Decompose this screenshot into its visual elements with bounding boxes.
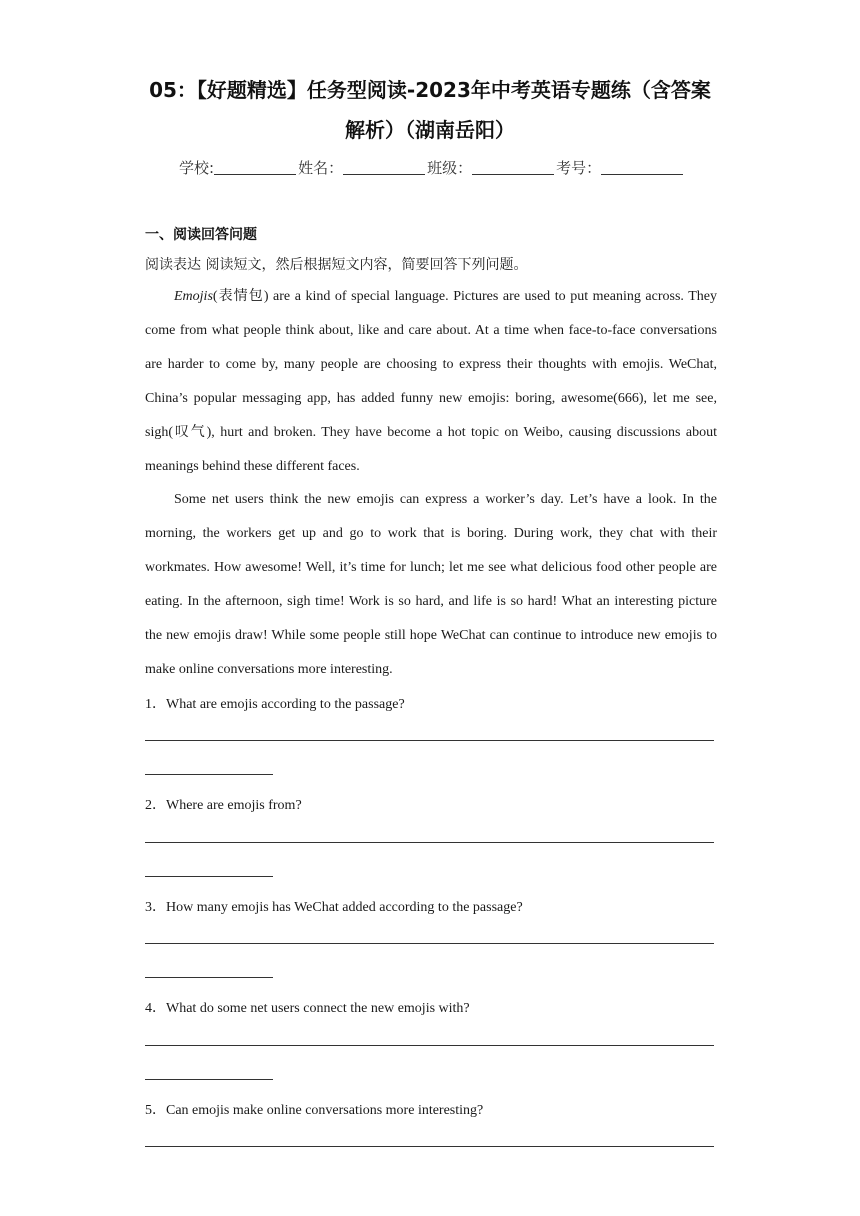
- class-label: 班级：: [427, 159, 473, 177]
- name-label: 姓名：: [298, 159, 344, 177]
- answer-line[interactable]: [145, 1146, 714, 1147]
- instruction-text: 阅读表达 阅读短文，然后根据短文内容，简要回答下列问题。: [145, 257, 528, 273]
- class-blank[interactable]: [472, 158, 554, 175]
- answer-line[interactable]: [145, 943, 714, 944]
- question-1: 1．What are emojis according to the passage?: [145, 697, 405, 712]
- question-2: 2．Where are emojis from?: [145, 798, 302, 813]
- answer-line[interactable]: [145, 774, 273, 775]
- passage-paragraph-1: [145, 280, 717, 484]
- student-info-row: [179, 156, 685, 180]
- document-title: 05：【好题精选】任务型阅读-2023年中考英语专题练（含答案解析）（湖南岳阳）: [149, 78, 711, 142]
- school-label: 学校:: [179, 159, 215, 177]
- exam-number-blank[interactable]: [601, 158, 683, 175]
- answer-line[interactable]: [145, 977, 273, 978]
- answer-line[interactable]: [145, 1079, 273, 1080]
- name-blank[interactable]: [343, 158, 425, 175]
- emojis-term: Emojis: [174, 289, 213, 304]
- paragraph-1-text: (表情包) are a kind of special language. Pictures are used to put meaning across. They come from what people think about, like and care about. At a time when face-to-face conversations are harder to come by, many people are choosing to express their thoughts with emojis. WeChat, China’s popular messaging app, has added funny new emojis: boring, awesome(666), let me see, sigh(叹气), hurt and broken. They have become a hot topic on Weibo, causing discussions about meanings behind these different faces.: [145, 289, 717, 474]
- answer-line[interactable]: [145, 842, 714, 843]
- section-heading: 一、阅读回答问题: [145, 227, 257, 243]
- question-3: 3．How many emojis has WeChat added according to the passage?: [145, 900, 523, 915]
- question-5: 5．Can emojis make online conversations more interesting?: [145, 1103, 484, 1118]
- exam-number-label: 考号：: [556, 159, 602, 177]
- answer-line[interactable]: [145, 740, 714, 741]
- answer-line[interactable]: [145, 876, 273, 877]
- school-blank[interactable]: [214, 158, 296, 175]
- question-4: 4．What do some net users connect the new emojis with?: [145, 1001, 470, 1016]
- passage-paragraph-2: Some net users think the new emojis can express a worker’s day. Let’s have a look. In the morning, the workers get up and go to work that is boring. During work, they chat with their workmates. How awesome! Well, it’s time for lunch; let me see what delicious food other people are eating. In the afternoon, sigh time! Work is so hard, and life is so hard! What an interesting picture the new emojis draw! While some people still hope WeChat can continue to introduce new emojis to make online conversations more interesting.: [145, 492, 717, 677]
- answer-line[interactable]: [145, 1045, 714, 1046]
